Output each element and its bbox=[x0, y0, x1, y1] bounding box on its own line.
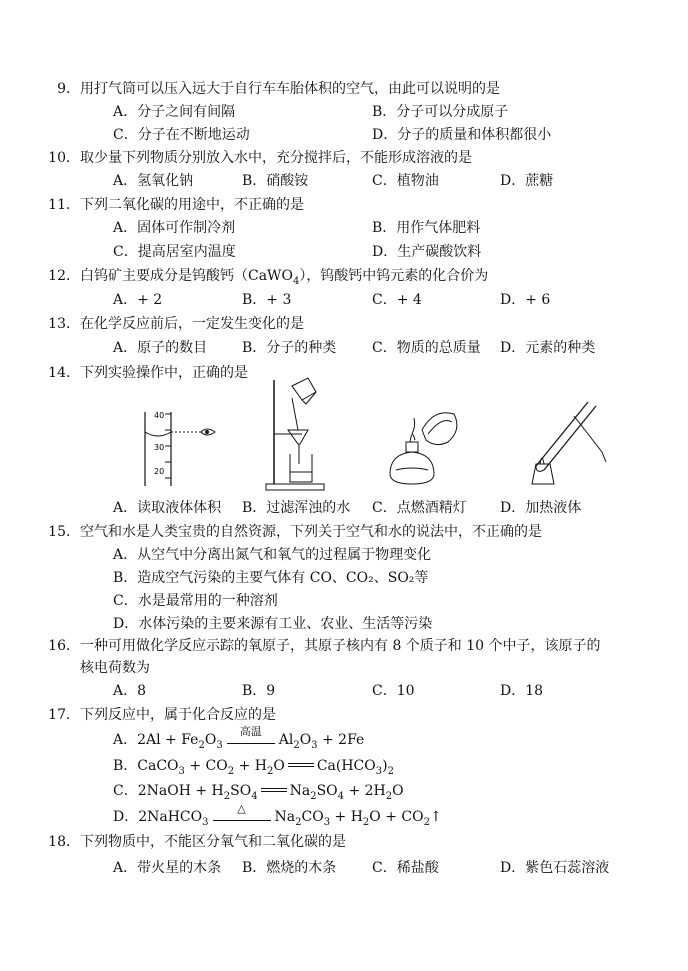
alcohol-lamp-figure bbox=[382, 404, 464, 488]
equals-sign bbox=[288, 763, 314, 769]
option-b: B．9 bbox=[242, 683, 276, 699]
question-number: 12． bbox=[48, 268, 80, 284]
option-b: B．硝酸铵 bbox=[242, 173, 309, 189]
question-stem: 下列二氧化碳的用途中，不正确的是 bbox=[80, 197, 304, 213]
option-b: B．燃烧的木条 bbox=[242, 860, 337, 876]
question-number: 13． bbox=[48, 316, 80, 332]
option-c: C．植物油 bbox=[372, 173, 439, 189]
option-d: D．生产碳酸饮料 bbox=[372, 244, 482, 260]
question-number: 10． bbox=[48, 150, 80, 166]
question-stem: 在化学反应前后，一定发生变化的是 bbox=[80, 316, 304, 332]
question-number: 9． bbox=[57, 81, 80, 97]
question-stem: 下列反应中，属于化合反应的是 bbox=[80, 707, 276, 723]
heating-liquid-figure bbox=[516, 394, 612, 488]
question-number: 15． bbox=[48, 524, 80, 540]
scale-tick-label: 40 bbox=[154, 411, 165, 420]
question-stem: 一种可用做化学反应示踪的氧原子，其原子核内有 8 个质子和 10 个中子，该原子的 bbox=[80, 638, 601, 654]
question-stem: 用打气筒可以压入远大于自行车车胎体积的空气，由此可以说明的是 bbox=[80, 81, 500, 97]
reaction-condition: 高温 bbox=[227, 734, 275, 744]
option-a: A．固体可作制冷剂 bbox=[113, 220, 236, 236]
option-d: D．加热液体 bbox=[500, 500, 582, 516]
option-b: B．分子的种类 bbox=[242, 340, 337, 356]
option-b: B．分子可以分成原子 bbox=[372, 104, 509, 120]
option-c: C．2NaOH + $H_2SO_4$ $Na_2SO_4 + 2H_2O$ bbox=[113, 783, 404, 802]
cylinder-reading-figure bbox=[135, 408, 225, 490]
option-c: C．10 bbox=[372, 683, 415, 699]
option-d: D．元素的种类 bbox=[500, 340, 596, 356]
question-number: 11． bbox=[48, 197, 80, 213]
option-c: C．提高居室内温度 bbox=[113, 244, 236, 260]
question-number: 14． bbox=[48, 365, 80, 381]
option-b: B．造成空气污染的主要气体有 CO、CO₂、SO₂等 bbox=[113, 570, 429, 586]
eye-icon bbox=[201, 429, 215, 435]
option-a: A．$2Al + Fe_2O_3$ 高温 $Al_2O_3 + 2Fe$ bbox=[113, 725, 365, 751]
question-stem: 白钨矿主要成分是钨酸钙（CaWO$_4$），钨酸钙中钨元素的化合价为 bbox=[80, 268, 489, 287]
option-d: D．分子的质量和体积都很小 bbox=[372, 127, 552, 143]
option-a: A．带火星的木条 bbox=[113, 860, 222, 876]
option-d: D．水体污染的主要来源有工业、农业、生活等污染 bbox=[113, 616, 433, 632]
option-c: C．分子在不断地运动 bbox=[113, 127, 250, 143]
option-c: C．水是最常用的一种溶剂 bbox=[113, 593, 278, 609]
scale-tick-label: 30 bbox=[154, 443, 165, 452]
option-d: D．蔗糖 bbox=[500, 173, 554, 189]
option-b: B．用作气体肥料 bbox=[372, 220, 481, 236]
option-a: A．原子的数目 bbox=[113, 340, 208, 356]
scale-tick-label: 20 bbox=[154, 467, 165, 476]
option-c: C．稀盐酸 bbox=[372, 860, 439, 876]
option-c: C．物质的总质量 bbox=[372, 340, 481, 356]
question-number: 18． bbox=[48, 834, 80, 850]
question-stem: 下列实验操作中，正确的是 bbox=[80, 365, 248, 381]
question-stem-continued: 核电荷数为 bbox=[80, 660, 150, 676]
option-b: B．过滤浑浊的水 bbox=[242, 500, 351, 516]
option-c: C．点燃酒精灯 bbox=[372, 500, 467, 516]
option-d: D．+ 6 bbox=[500, 292, 551, 308]
option-c: C．+ 4 bbox=[372, 292, 422, 308]
option-a: A．分子之间有间隔 bbox=[113, 104, 236, 120]
option-b: B．+ 3 bbox=[242, 292, 292, 308]
option-a: A．读取液体体积 bbox=[113, 500, 222, 516]
question-stem: 下列物质中，不能区分氧气和二氧化碳的是 bbox=[80, 834, 346, 850]
option-d: D．紫色石蕊溶液 bbox=[500, 860, 610, 876]
option-d: D．2NaHCO$_3$ △ $Na_2CO_3 + H_2O$ + $CO_2↑$ bbox=[113, 802, 442, 828]
option-a: A．从空气中分离出氮气和氧气的过程属于物理变化 bbox=[113, 547, 432, 563]
option-b: B．CaCO$_3$ + $CO_2 + H_2O$ $Ca(HCO_3)_2$ bbox=[113, 758, 394, 777]
filtration-figure bbox=[262, 372, 332, 494]
reaction-condition: △ bbox=[213, 811, 271, 821]
question-number: 16． bbox=[48, 638, 80, 654]
equals-sign bbox=[261, 788, 287, 794]
option-a: A．+ 2 bbox=[113, 292, 163, 308]
option-a: A．氢氧化钠 bbox=[113, 173, 194, 189]
question-number: 17． bbox=[48, 707, 80, 723]
option-a: A．8 bbox=[113, 683, 147, 699]
question-stem: 取少量下列物质分别放入水中，充分搅拌后，不能形成溶液的是 bbox=[80, 150, 472, 166]
question-stem: 空气和水是人类宝贵的自然资源，下列关于空气和水的说法中，不正确的是 bbox=[80, 524, 542, 540]
option-d: D．18 bbox=[500, 683, 544, 699]
